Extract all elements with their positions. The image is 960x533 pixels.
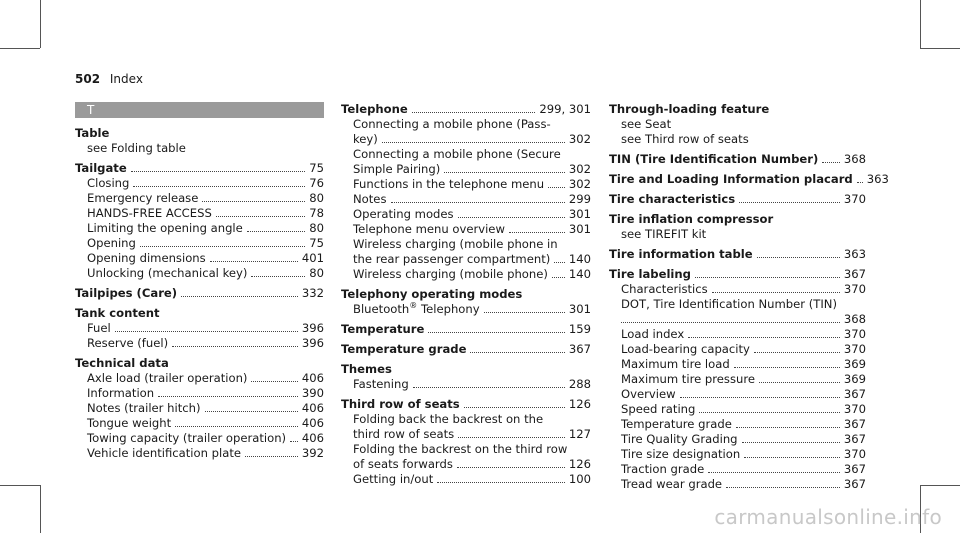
sub-entry[interactable] [75,191,324,206]
entry-title[interactable]: Vehicle identification plate [87,446,242,460]
page-number: 502 [75,72,101,86]
entry-title[interactable]: Tailgate [75,161,127,175]
crop-mark [920,0,921,48]
sub-entry[interactable]: Traction grade 367 [621,462,866,476]
index-column-1 [75,102,324,466]
see-reference[interactable]: see TIREFIT kit [621,227,707,241]
crop-mark [40,485,41,533]
entry-title[interactable]: Notes (trailer hitch) [87,401,201,415]
index-column-2 [341,102,591,492]
sub-entry[interactable]: Tire size designation 370 [621,447,866,461]
entry-page[interactable]: 299 [568,192,591,206]
entry-page[interactable]: 370 [843,342,866,356]
entry-page[interactable]: 370 [843,282,866,296]
entry-title[interactable]: Axle load (trailer operation) [87,371,248,385]
section-title: Index [109,72,143,86]
entry-page[interactable]: 370 [843,402,866,416]
entry-title[interactable]: Telephony operating modes [341,287,523,301]
entry-page[interactable]: 80 [309,221,324,235]
entry-title[interactable]: Tire information table [609,247,753,261]
entry-title[interactable]: Unlocking (mechanical key) [87,266,248,280]
sub-entry[interactable]: Fastening 288 [353,377,591,391]
entry-title[interactable]: Towing capacity (trailer operation) [87,431,287,445]
sub-entry[interactable] [75,251,324,266]
sub-entry[interactable]: Maximum tire pressure 369 [621,372,866,386]
entry-page[interactable]: 406 [301,431,324,445]
index-entry [75,286,324,301]
sub-entry[interactable]: Maximum tire load 369 [621,357,866,371]
sub-entry[interactable] [75,401,324,416]
entry-page[interactable]: 401 [301,251,324,265]
index-entry [75,161,324,281]
entry-page[interactable]: 367 [568,342,591,356]
sub-entry[interactable]: Operating modes 301 [353,207,591,221]
entry-title[interactable]: Limiting the opening angle [87,221,243,235]
entry-page[interactable]: 363 [866,172,889,186]
entry-page[interactable]: 406 [301,371,324,385]
entry-page[interactable]: 301 [568,222,591,236]
entry-title[interactable]: Tire and Loading Information placard [609,172,853,186]
entry-page[interactable]: 363 [843,247,866,261]
entry-page[interactable]: 367 [843,462,866,476]
entry-page[interactable]: 368 [843,152,866,166]
sub-entry[interactable]: Speed rating 370 [621,402,866,416]
entry-page[interactable]: 367 [843,477,866,491]
crop-mark [0,48,40,49]
entry-page[interactable]: 78 [309,206,324,220]
index-entry-temperature-grade [341,342,591,357]
index-entry-telephone [341,102,591,282]
entry-page[interactable]: 392 [301,446,324,460]
sub-entry[interactable]: Load index 370 [621,327,866,341]
index-entry-tire-characteristics [609,192,866,207]
sub-entry[interactable] [75,446,324,461]
sub-entry[interactable]: Temperature grade 367 [621,417,866,431]
entry-title[interactable]: Opening [87,236,136,250]
sub-entry[interactable] [75,416,324,431]
crop-mark [40,0,41,48]
entry-title[interactable]: Closing [87,176,130,190]
entry-title[interactable]: Themes [341,362,392,376]
entry-page[interactable]: 301 [568,207,591,221]
watermark-logo: carmanualsonline.info [714,505,942,529]
entry-page[interactable]: 301 [568,302,591,316]
sub-entry[interactable] [75,266,324,281]
entry-title[interactable]: Temperature [341,322,425,336]
sub-entry[interactable] [75,386,324,401]
entry-page[interactable]: 75 [309,236,324,250]
sub-entry[interactable] [75,236,324,251]
crop-mark [920,48,960,49]
entry-page[interactable]: 369 [843,357,866,371]
sub-entry[interactable] [75,431,324,446]
entry-page[interactable]: 332 [301,286,324,300]
sub-entry[interactable] [75,371,324,386]
index-entry-through-loading [609,102,866,147]
crop-mark [0,485,40,486]
entry-title[interactable]: Reserve (fuel) [87,336,169,350]
sub-entry[interactable]: Telephone menu overview 301 [353,222,591,236]
entry-page[interactable]: 75 [309,161,324,175]
entry-page[interactable]: 299, 301 [539,102,591,116]
sub-entry[interactable]: Notes 299 [353,192,591,206]
entry-page[interactable]: 140 [568,267,591,281]
sub-entry[interactable]: Folding the backrest on the third row of seats forwards 126 [353,442,591,471]
entry-title[interactable]: Third row of seats [341,397,460,411]
index-entry-tire-labeling [609,267,866,492]
entry-title[interactable]: Table [75,126,110,140]
entry-page[interactable]: 406 [301,416,324,430]
entry-page[interactable]: 302 [568,162,591,176]
entry-title[interactable]: TIN (Tire Identification Number) [609,152,819,166]
sub-entry[interactable]: Wireless charging (mobile phone) 140 [353,267,591,281]
entry-page[interactable]: 370 [843,447,866,461]
sub-entry[interactable]: Characteristics 370 [621,282,866,296]
sub-entry[interactable]: Tread wear grade 367 [621,477,866,491]
entry-title[interactable]: Tongue weight [87,416,172,430]
entry-title[interactable]: Tire characteristics [609,192,736,206]
entry-page[interactable]: 370 [843,192,866,206]
entry-page[interactable]: 390 [301,386,324,400]
entry-page[interactable]: 80 [309,266,324,280]
entry-title[interactable]: Emergency release [87,191,199,205]
entry-page[interactable]: 370 [843,327,866,341]
index-entry-themes [341,362,591,392]
see-reference[interactable]: see Third row of seats [621,132,749,146]
entry-title[interactable]: Temperature grade [341,342,467,356]
index-entry [75,126,324,156]
sub-entry[interactable] [75,176,324,191]
index-entry-tire-inflation [609,212,866,242]
index-entry-tin [609,152,866,167]
sub-entry[interactable]: Connecting a mobile phone (Pass- key) 302 [353,117,591,146]
entry-page[interactable]: 127 [568,427,591,441]
entry-page[interactable]: 140 [568,252,591,266]
entry-page[interactable]: 76 [309,176,324,190]
page-header [75,72,143,86]
entry-page[interactable]: 367 [843,267,866,281]
entry-page[interactable]: 159 [568,322,591,336]
see-reference[interactable]: see Seat [621,117,672,131]
entry-page[interactable]: 100 [568,472,591,486]
index-entry-telephony: Telephony operating modes Bluetooth® Telephony 301 [341,287,591,316]
entry-page[interactable]: 368 [843,312,866,326]
entry-page[interactable]: 396 [301,321,324,335]
sub-entry[interactable]: Functions in the telephone menu 302 [353,177,591,191]
entry-page[interactable]: 126 [568,457,591,471]
index-entry-tire-information [609,247,866,262]
entry-title[interactable]: Tailpipes (Care) [75,286,178,300]
entry-page[interactable]: 126 [568,397,591,411]
entry-page[interactable]: 406 [301,401,324,415]
entry-title[interactable]: Information [87,386,155,400]
entry-page[interactable]: 396 [301,336,324,350]
sub-entry[interactable]: Load-bearing capacity 370 [621,342,866,356]
index-entry-temperature [341,322,591,337]
index-entry-tire-loading [609,172,889,187]
entry-title[interactable]: Tire labeling [609,267,691,281]
index-entry-third-row [341,397,591,487]
entry-page[interactable]: 367 [843,432,866,446]
entry-page[interactable]: 80 [309,191,324,205]
entry-title[interactable]: Through-loading feature [609,102,770,116]
sub-entry[interactable] [75,321,324,336]
sub-entry[interactable] [75,336,324,351]
entry-title[interactable]: Opening dimensions [87,251,206,265]
entry-title[interactable]: Fuel [87,321,111,335]
entry-title[interactable]: Tire inflation compressor [609,212,774,226]
crop-mark [920,485,960,486]
sub-entry[interactable]: Wireless charging (mobile phone in the rear passenger compartment) 140 [353,237,591,266]
entry-page[interactable]: 369 [843,372,866,386]
entry-page[interactable]: 288 [568,377,591,391]
index-column-3 [609,102,889,497]
entry-title[interactable]: HANDS-FREE ACCESS [87,206,212,220]
sub-entry[interactable] [75,221,324,236]
letter-heading: T [75,102,324,118]
sub-entry[interactable] [75,206,324,221]
index-entry [75,356,324,461]
entry-page[interactable]: 367 [843,387,866,401]
sub-entry[interactable]: Getting in/out 100 [353,472,591,486]
sub-entry[interactable]: Folding back the backrest on the third row of seats 127 [353,412,591,441]
entry-title[interactable]: Telephone [341,102,408,116]
entry-page[interactable]: 302 [568,177,591,191]
entry-title[interactable]: Technical data [75,356,169,370]
sub-entry[interactable]: Overview 367 [621,387,866,401]
entry-page[interactable]: 302 [568,132,591,146]
see-reference[interactable]: see Folding table [87,141,186,155]
sub-entry[interactable]: Connecting a mobile phone (Secure Simple Pairing) 302 [353,147,591,176]
sub-entry[interactable]: Tire Quality Grading 367 [621,432,866,446]
entry-title[interactable]: Tank content [75,306,160,320]
sub-entry[interactable]: DOT, Tire Identification Number (TIN) 368 [621,297,866,326]
index-entry [75,306,324,351]
entry-page[interactable]: 367 [843,417,866,431]
